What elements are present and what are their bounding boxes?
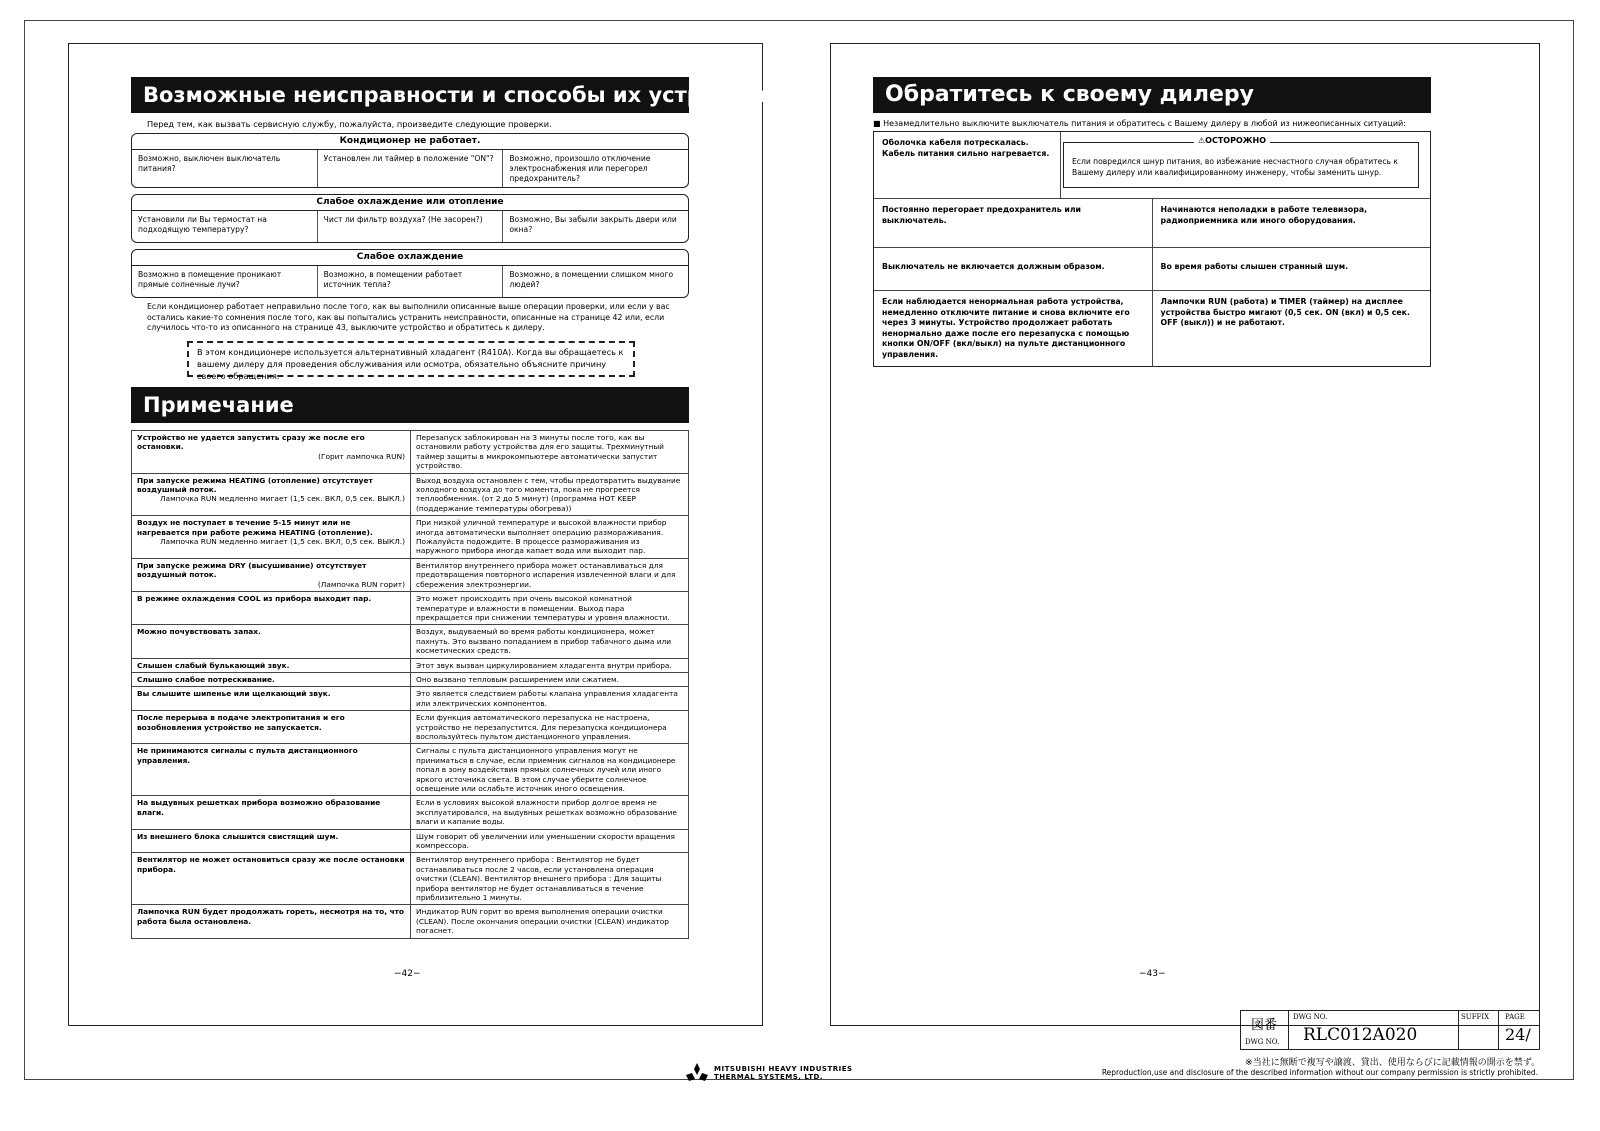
page-label: PAGE (1505, 1013, 1525, 1021)
note-symptom (132, 687, 411, 711)
note-explanation: Этот звук вызван циркулированием хладагента внутри прибора. (411, 658, 689, 672)
page-right (830, 43, 1540, 1026)
page-cell (1499, 1011, 1539, 1049)
dwg-number-cell (1289, 1011, 1459, 1049)
table-row (132, 625, 689, 658)
intro-text: Перед тем, как вызвать сервисную службу, пожалуйста, произведите следующие проверки. (147, 119, 552, 129)
en-notice: Reproduction,use and disclosure of the described information without our company permission is strictly prohibited. (1101, 1068, 1538, 1077)
drawing-title-block (1240, 1010, 1540, 1050)
dealer-row (874, 291, 1430, 367)
check-box-title: Слабое охлаждение или отопление (132, 195, 688, 211)
note-symptom (132, 558, 411, 591)
dwg-label-en: DWG NO. (1245, 1038, 1280, 1046)
note-explanation: Если функция автоматического перезапуска не настроена, устройство не перезапустится. Для перезапуска кондиционера воспользуйтесь пультом дистанционного управления. (411, 711, 689, 744)
note-question: Не принимаются сигналы с пульта дистанционного управления. (137, 746, 358, 765)
dwg-number: RLC012A020 (1303, 1025, 1418, 1045)
note-question: В режиме охлаждения COOL из прибора выходит пар. (137, 594, 372, 604)
note-explanation: Это может происходить при очень высокой комнатной температуре и влажности в помещении. Выход пара прекращается при снижении температуры и уровня влажности. (411, 592, 689, 625)
refrigerant-note: В этом кондиционере используется альтернативный хладагент (R410A). Когда вы обращаетесь к вашему дилеру для проведения обслуживания или осмотра, обязательно объясните причину своего обращения. (187, 341, 635, 377)
note-question: После перерыва в подаче электропитания и его возобновления устройство не запускается. (137, 713, 345, 732)
note-question: При запуске режима HEATING (отопление) отсутствует воздушный поток. (137, 475, 373, 495)
caution-text: Если повредился шнур питания, во избежание несчастного случая обратитесь к Вашему дилеру или квалифицированному инженеру, чтобы заменить шнур. (1072, 157, 1398, 177)
dealer-table (873, 131, 1431, 367)
note-question: Вентилятор не может остановиться сразу же после остановки прибора. (137, 855, 405, 874)
table-row (132, 431, 689, 474)
note-explanation: Вентилятор внутреннего прибора может останавливаться для предотвращения повторного испарения извлеченной влаги и для сбережения электроэнергии. (411, 558, 689, 591)
troubleshooting-title: Возможные неисправности и способы их устранения (131, 77, 689, 113)
note-explanation: Выход воздуха остановлен с тем, чтобы предотвратить выдувание холодного воздуха до того момента, пока не прогреется теплообменник. (от 2 до 5 минут) (программа HOT KEEP (поддержание температуры обогрева)) (411, 473, 689, 516)
check-item: Возможно, в помещении работает источник тепла? (318, 266, 504, 297)
company-logo (686, 1063, 853, 1083)
note-symptom (132, 711, 411, 744)
note-symptom (132, 431, 411, 474)
cable-text: Оболочка кабеля потрескалась. Кабель питания сильно нагревается. (874, 132, 1061, 198)
note-symptom (132, 625, 411, 658)
caution-label: ⚠ОСТОРОЖНО (1194, 136, 1270, 145)
note-question: Слышно слабое потрескивание. (137, 674, 275, 684)
table-row (132, 796, 689, 829)
table-row (132, 473, 689, 516)
check-box-title: Слабое охлаждение (132, 250, 688, 266)
check-box-weak-cooling (131, 249, 689, 298)
jp-notice: ※当社に無断で複写や譲渡、貸出、使用ならびに記載情報の開示を禁ず。 (1245, 1058, 1540, 1068)
table-row (132, 672, 689, 686)
table-row (132, 711, 689, 744)
notes-table (131, 430, 689, 939)
note-symptom (132, 853, 411, 905)
logo-line2: THERMAL SYSTEMS, LTD. (714, 1073, 823, 1081)
page-number: −43− (1139, 969, 1166, 979)
check-item: Чист ли фильтр воздуха? (Не засорен?) (318, 211, 504, 242)
table-row (132, 744, 689, 796)
check-item: Возможно, произошло отключение электроснабжения или перегорел предохранитель? (509, 154, 651, 183)
note-explanation: Вентилятор внутреннего прибора : Вентилятор не будет останавливаться после 2 часов, если установлена операция очистки (CLEAN). Вентилятор внешнего прибора : Для защиты прибора вентилятор не будет останавливаться в течение приблизительно 1 минуты. (411, 853, 689, 905)
note-explanation: Оно вызвано тепловым расширением или сжатием. (411, 672, 689, 686)
note-question: На выдувных решетках прибора возможно образование влаги. (137, 798, 381, 817)
note-indicator: (Горит лампочка RUN) (318, 451, 405, 461)
suffix-label: SUFFIX (1461, 1013, 1490, 1021)
dealer-cell: Если наблюдается ненормальная работа устройства, немедленно отключите питание и снова включите его через 3 минуты. Устройство продолжает работать ненормально даже после его перезапуска с помощью кнопки ON/OFF (вкл/выкл) на пульте дистанционного управления. (874, 291, 1153, 367)
cable-row (874, 132, 1430, 199)
note-explanation: При низкой уличной температуре и высокой влажности прибор иногда автоматически выполняет операцию размораживания. Пожалуйста подождите. В процессе размораживания из наружного прибора иногда капает вода или выходит пар. (411, 516, 689, 559)
dwg-kanji: 図番 (1251, 1018, 1278, 1033)
dwg-label: DWG NO. (1293, 1013, 1328, 1021)
page-left (68, 43, 788, 1026)
table-row (132, 558, 689, 591)
dealer-cell: Начинаются неполадки в работе телевизора, радиоприемника или иного оборудования. (1160, 205, 1368, 225)
dealer-cell: Выключатель не включается должным образом. (874, 248, 1153, 290)
note-question: Воздух не поступает в течение 5-15 минут или не нагревается при работе режима HEATING (отопление). (137, 518, 373, 537)
note-explanation: Это является следствием работы клапана управления хладагента или электрических компонентов. (411, 687, 689, 711)
table-row (132, 658, 689, 672)
note-symptom (132, 658, 411, 672)
dealer-row (874, 248, 1430, 291)
dealer-cell: Постоянно перегорает предохранитель или выключатель. (874, 199, 1153, 247)
table-row (132, 853, 689, 905)
note-indicator: Лампочка RUN медленно мигает (1,5 сек. ВКЛ, 0,5 сек. ВЫКЛ.) (159, 537, 405, 547)
note-symptom (132, 744, 411, 796)
table-row (132, 516, 689, 559)
note-indicator: Лампочка RUN медленно мигает (1,5 сек. ВКЛ, 0,5 сек. ВЫКЛ.) (159, 494, 405, 504)
note-explanation: Шум говорит об увеличении или уменьшении скорости вращения компрессора. (411, 829, 689, 853)
note-question: Из внешнего блока слышится свистящий шум. (137, 831, 339, 841)
dealer-cell: Лампочки RUN (работа) и TIMER (таймер) на дисплее устройства быстро мигают (0,5 сек. ON (вкл) и 0,5 сек. OFF (выкл)) и не работают. (1160, 297, 1410, 327)
note-symptom (132, 473, 411, 516)
note-question: Вы слышите шипенье или щелкающий звук. (137, 689, 331, 699)
dealer-instruction-text: Незамедлительно выключите выключатель питания и обратитесь с Вашему дилеру в любой из нижеописанных ситуаций: (883, 119, 1406, 128)
dealer-instruction (873, 119, 1406, 128)
table-row (132, 905, 689, 938)
table-row (132, 829, 689, 853)
note-explanation: Сигналы с пульта дистанционного управления могут не приниматься в случае, если приемник сигналов на кондиционере попал в зону воздействия прямых солнечных лучей или иного яркого источника света. В этом случае уберите солнечное освещение или ослабьте источник иного освещения. (411, 744, 689, 796)
dealer-title: Обратитесь к своему дилеру (873, 77, 1431, 113)
note-explanation: Перезапуск заблокирован на 3 минуты после того, как вы остановили работу устройства для его защиты. Трехминутный таймер защиты в микрокомпьютере автоматически запустит устройство. (411, 431, 689, 474)
note-symptom (132, 592, 411, 625)
check-item: Возможно в помещение проникают прямые солнечные лучи? (132, 266, 318, 297)
note-question: Можно почувствовать запах. (137, 627, 261, 637)
note-symptom (132, 672, 411, 686)
table-row (132, 687, 689, 711)
note-indicator: (Лампочка RUN горит) (317, 579, 405, 589)
advice-paragraph: Если кондиционер работает неправильно после того, как вы выполнили описанные выше операции проверки, или если у вас остались какие-то сомнения после того, как вы попытались устранить неисправности, описанные на странице 42 или, если случилось что-то из описанного на странице 43, выключите устройство и обратитесь к дилеру. (147, 302, 670, 332)
note-question: При запуске режима DRY (высушивание) отсутствует воздушный поток. (137, 560, 367, 580)
note-symptom (132, 796, 411, 829)
note-title: Примечание (131, 387, 689, 423)
check-item: Возможно, Вы забыли закрыть двери или окна? (509, 215, 677, 234)
check-box-title: Кондиционер не работает. (132, 134, 688, 150)
note-symptom (132, 516, 411, 559)
check-box-not-working (131, 133, 689, 188)
dwg-label-cell (1241, 1011, 1289, 1049)
dealer-cell: Во время работы слышен странный шум. (1160, 262, 1349, 271)
note-symptom (132, 829, 411, 853)
logo-line1: MITSUBISHI HEAVY INDUSTRIES (714, 1065, 853, 1073)
note-question: Устройство не удается запустить сразу же после его остановки. (137, 433, 365, 452)
check-box-weak-cooling-heating (131, 194, 689, 243)
suffix-cell (1459, 1011, 1499, 1049)
caution-box (1063, 136, 1419, 188)
table-row (132, 592, 689, 625)
note-symptom (132, 905, 411, 938)
note-explanation: Если в условиях высокой влажности прибор долгое время не эксплуатировался, на выдувных решетках возможно образование влаги и капание воды. (411, 796, 689, 829)
page-value: 24/ (1505, 1025, 1531, 1044)
dealer-row (874, 199, 1430, 248)
check-item: Установили ли Вы термостат на подходящую температуру? (132, 211, 318, 242)
check-item: Установлен ли таймер в положение "ON"? (318, 150, 504, 187)
note-explanation: Индикатор RUN горит во время выполнения операции очистки (CLEAN). После окончания операции очистки (CLEAN) индикатор погаснет. (411, 905, 689, 938)
note-question: Лампочка RUN будет продолжать гореть, несмотря на то, что работа была остановлена. (137, 907, 405, 926)
check-item: Возможно, в помещении слишком много людей? (509, 270, 674, 289)
note-explanation: Воздух, выдуваемый во время работы кондиционера, может пахнуть. Это вызвано попаданием в прибор табачного дыма или косметических средств. (411, 625, 689, 658)
bullet-icon: ■ (873, 119, 884, 128)
page-number: −42− (394, 969, 421, 979)
check-item: Возможно, выключен выключатель питания? (132, 150, 318, 187)
note-question: Слышен слабый булькающий звук. (137, 660, 290, 670)
mitsubishi-logo-icon (686, 1063, 708, 1083)
